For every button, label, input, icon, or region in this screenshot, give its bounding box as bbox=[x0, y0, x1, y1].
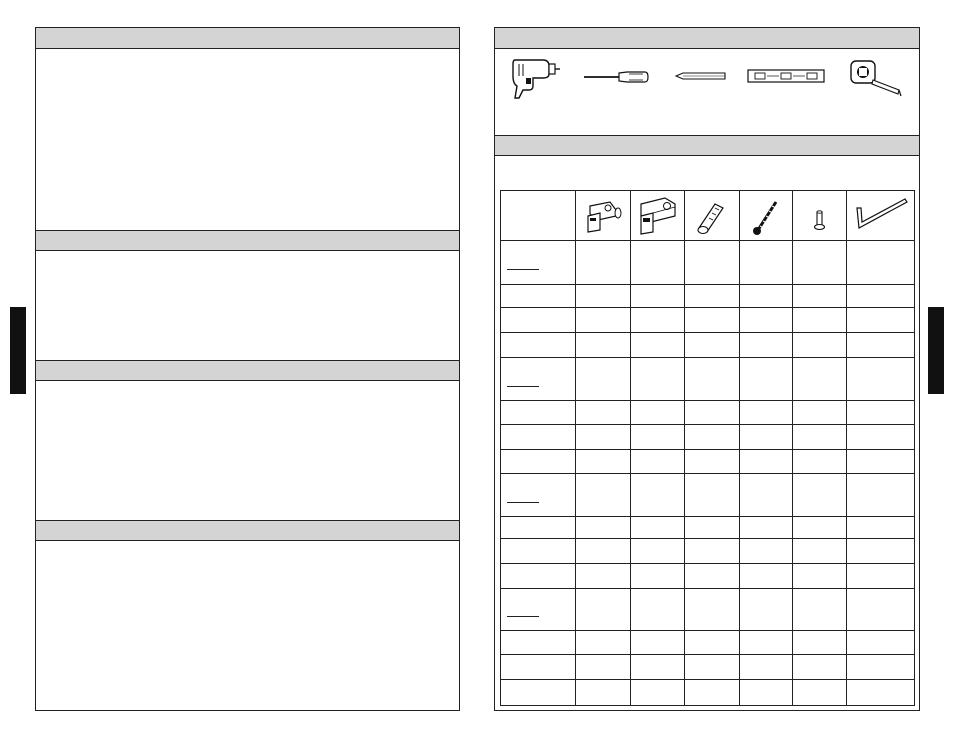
table-cell bbox=[501, 680, 576, 706]
table-cell bbox=[685, 425, 740, 450]
table-cell bbox=[576, 517, 631, 539]
table-cell bbox=[501, 401, 576, 425]
table-cell bbox=[793, 285, 847, 308]
table-cell bbox=[631, 517, 685, 539]
table-cell bbox=[740, 285, 793, 308]
table-cell bbox=[685, 631, 740, 655]
table-cell bbox=[576, 680, 631, 706]
table-cell bbox=[793, 589, 847, 631]
table-cell bbox=[847, 425, 915, 450]
table-cell bbox=[501, 333, 576, 358]
table-cell bbox=[631, 631, 685, 655]
table-cell bbox=[847, 308, 915, 333]
parts-header bbox=[495, 135, 919, 156]
table-row bbox=[501, 450, 915, 474]
table-cell bbox=[685, 655, 740, 680]
table-cell bbox=[793, 425, 847, 450]
table-cell bbox=[576, 333, 631, 358]
bracket-small-icon bbox=[576, 192, 630, 240]
left-side-tab bbox=[10, 307, 26, 394]
parts-table-header-row bbox=[501, 191, 915, 241]
part-hex-key bbox=[847, 191, 915, 241]
table-cell bbox=[740, 474, 793, 517]
table-row bbox=[501, 474, 915, 517]
table-cell bbox=[685, 589, 740, 631]
table-cell bbox=[576, 631, 631, 655]
table-cell bbox=[576, 539, 631, 564]
table-cell bbox=[631, 333, 685, 358]
table-cell bbox=[847, 401, 915, 425]
table-cell bbox=[501, 358, 576, 401]
part-wall-anchor bbox=[685, 191, 740, 241]
table-cell bbox=[501, 655, 576, 680]
table-cell bbox=[576, 589, 631, 631]
table-cell bbox=[576, 241, 631, 285]
table-cell bbox=[740, 450, 793, 474]
level-icon bbox=[747, 69, 825, 83]
wall-anchor-icon bbox=[685, 192, 739, 240]
table-cell bbox=[740, 655, 793, 680]
table-cell bbox=[685, 285, 740, 308]
tape-measure-icon bbox=[847, 58, 903, 98]
table-row bbox=[501, 333, 915, 358]
table-cell bbox=[685, 564, 740, 589]
table-cell bbox=[501, 241, 576, 285]
table-cell bbox=[501, 564, 576, 589]
table-row bbox=[501, 285, 915, 308]
table-cell bbox=[631, 564, 685, 589]
table-cell bbox=[576, 358, 631, 401]
right-side-tab bbox=[928, 307, 944, 394]
table-cell bbox=[501, 308, 576, 333]
table-cell bbox=[685, 474, 740, 517]
table-cell bbox=[685, 241, 740, 285]
table-cell bbox=[631, 539, 685, 564]
parts-table-corner bbox=[501, 191, 576, 241]
screw-icon bbox=[740, 192, 792, 240]
table-cell bbox=[576, 425, 631, 450]
table-cell bbox=[847, 358, 915, 401]
table-cell bbox=[501, 517, 576, 539]
bracket-large-icon bbox=[631, 192, 684, 240]
table-cell bbox=[847, 517, 915, 539]
table-cell bbox=[847, 333, 915, 358]
table-cell bbox=[631, 655, 685, 680]
table-row bbox=[501, 401, 915, 425]
table-cell bbox=[631, 285, 685, 308]
table-cell bbox=[576, 401, 631, 425]
table-cell bbox=[576, 308, 631, 333]
table-row bbox=[501, 425, 915, 450]
table-cell bbox=[685, 680, 740, 706]
table-cell bbox=[740, 308, 793, 333]
table-cell bbox=[793, 680, 847, 706]
section-1-header bbox=[36, 28, 459, 49]
table-cell bbox=[740, 589, 793, 631]
table-cell bbox=[847, 589, 915, 631]
table-cell bbox=[685, 539, 740, 564]
table-cell bbox=[847, 241, 915, 285]
table-cell bbox=[631, 450, 685, 474]
table-cell bbox=[685, 517, 740, 539]
table-row bbox=[501, 517, 915, 539]
table-cell bbox=[576, 564, 631, 589]
table-cell bbox=[740, 401, 793, 425]
table-cell bbox=[793, 655, 847, 680]
table-cell bbox=[576, 655, 631, 680]
table-cell bbox=[793, 517, 847, 539]
parts-table bbox=[500, 190, 915, 706]
table-cell bbox=[847, 285, 915, 308]
table-cell bbox=[740, 680, 793, 706]
table-cell bbox=[631, 425, 685, 450]
table-cell bbox=[793, 564, 847, 589]
table-row bbox=[501, 241, 915, 285]
table-cell bbox=[847, 539, 915, 564]
table-cell bbox=[685, 333, 740, 358]
table-cell bbox=[740, 333, 793, 358]
table-row bbox=[501, 358, 915, 401]
table-cell bbox=[847, 655, 915, 680]
table-row bbox=[501, 680, 915, 706]
table-cell bbox=[740, 631, 793, 655]
table-cell bbox=[793, 474, 847, 517]
table-cell bbox=[740, 241, 793, 285]
table-cell bbox=[685, 308, 740, 333]
part-screw bbox=[740, 191, 793, 241]
table-cell bbox=[847, 474, 915, 517]
table-cell bbox=[685, 401, 740, 425]
part-bracket-small bbox=[576, 191, 631, 241]
tools-header bbox=[495, 28, 919, 49]
table-cell bbox=[576, 450, 631, 474]
table-cell bbox=[740, 564, 793, 589]
table-cell bbox=[501, 589, 576, 631]
pencil-icon bbox=[675, 72, 727, 80]
table-cell bbox=[631, 474, 685, 517]
table-row bbox=[501, 308, 915, 333]
screwdriver-icon bbox=[583, 70, 649, 84]
drill-icon bbox=[509, 56, 561, 100]
pin-icon bbox=[793, 192, 846, 240]
table-cell bbox=[631, 401, 685, 425]
section-3-header bbox=[36, 360, 459, 381]
table-cell bbox=[847, 680, 915, 706]
table-cell bbox=[631, 308, 685, 333]
table-cell bbox=[501, 425, 576, 450]
table-cell bbox=[740, 539, 793, 564]
table-cell bbox=[501, 474, 576, 517]
table-cell bbox=[847, 564, 915, 589]
table-cell bbox=[793, 358, 847, 401]
table-cell bbox=[740, 517, 793, 539]
table-row bbox=[501, 655, 915, 680]
table-cell bbox=[847, 631, 915, 655]
hex-key-icon bbox=[847, 192, 913, 240]
table-cell bbox=[685, 450, 740, 474]
table-cell bbox=[501, 285, 576, 308]
section-2-header bbox=[36, 230, 459, 251]
table-cell bbox=[576, 285, 631, 308]
table-cell bbox=[576, 474, 631, 517]
table-row bbox=[501, 631, 915, 655]
table-row bbox=[501, 539, 915, 564]
table-cell bbox=[793, 401, 847, 425]
table-cell bbox=[793, 308, 847, 333]
table-row bbox=[501, 564, 915, 589]
table-cell bbox=[740, 358, 793, 401]
table-cell bbox=[501, 631, 576, 655]
part-pin bbox=[793, 191, 847, 241]
table-cell bbox=[631, 358, 685, 401]
part-bracket-large bbox=[631, 191, 685, 241]
table-cell bbox=[631, 589, 685, 631]
table-cell bbox=[631, 241, 685, 285]
section-4-header bbox=[36, 520, 459, 541]
left-page bbox=[35, 27, 460, 711]
table-cell bbox=[793, 631, 847, 655]
table-cell bbox=[793, 241, 847, 285]
table-cell bbox=[631, 680, 685, 706]
table-cell bbox=[740, 425, 793, 450]
table-cell bbox=[793, 450, 847, 474]
table-cell bbox=[501, 539, 576, 564]
table-row bbox=[501, 589, 915, 631]
table-cell bbox=[847, 450, 915, 474]
table-cell bbox=[793, 333, 847, 358]
table-cell bbox=[793, 539, 847, 564]
table-cell bbox=[685, 358, 740, 401]
table-cell bbox=[501, 450, 576, 474]
